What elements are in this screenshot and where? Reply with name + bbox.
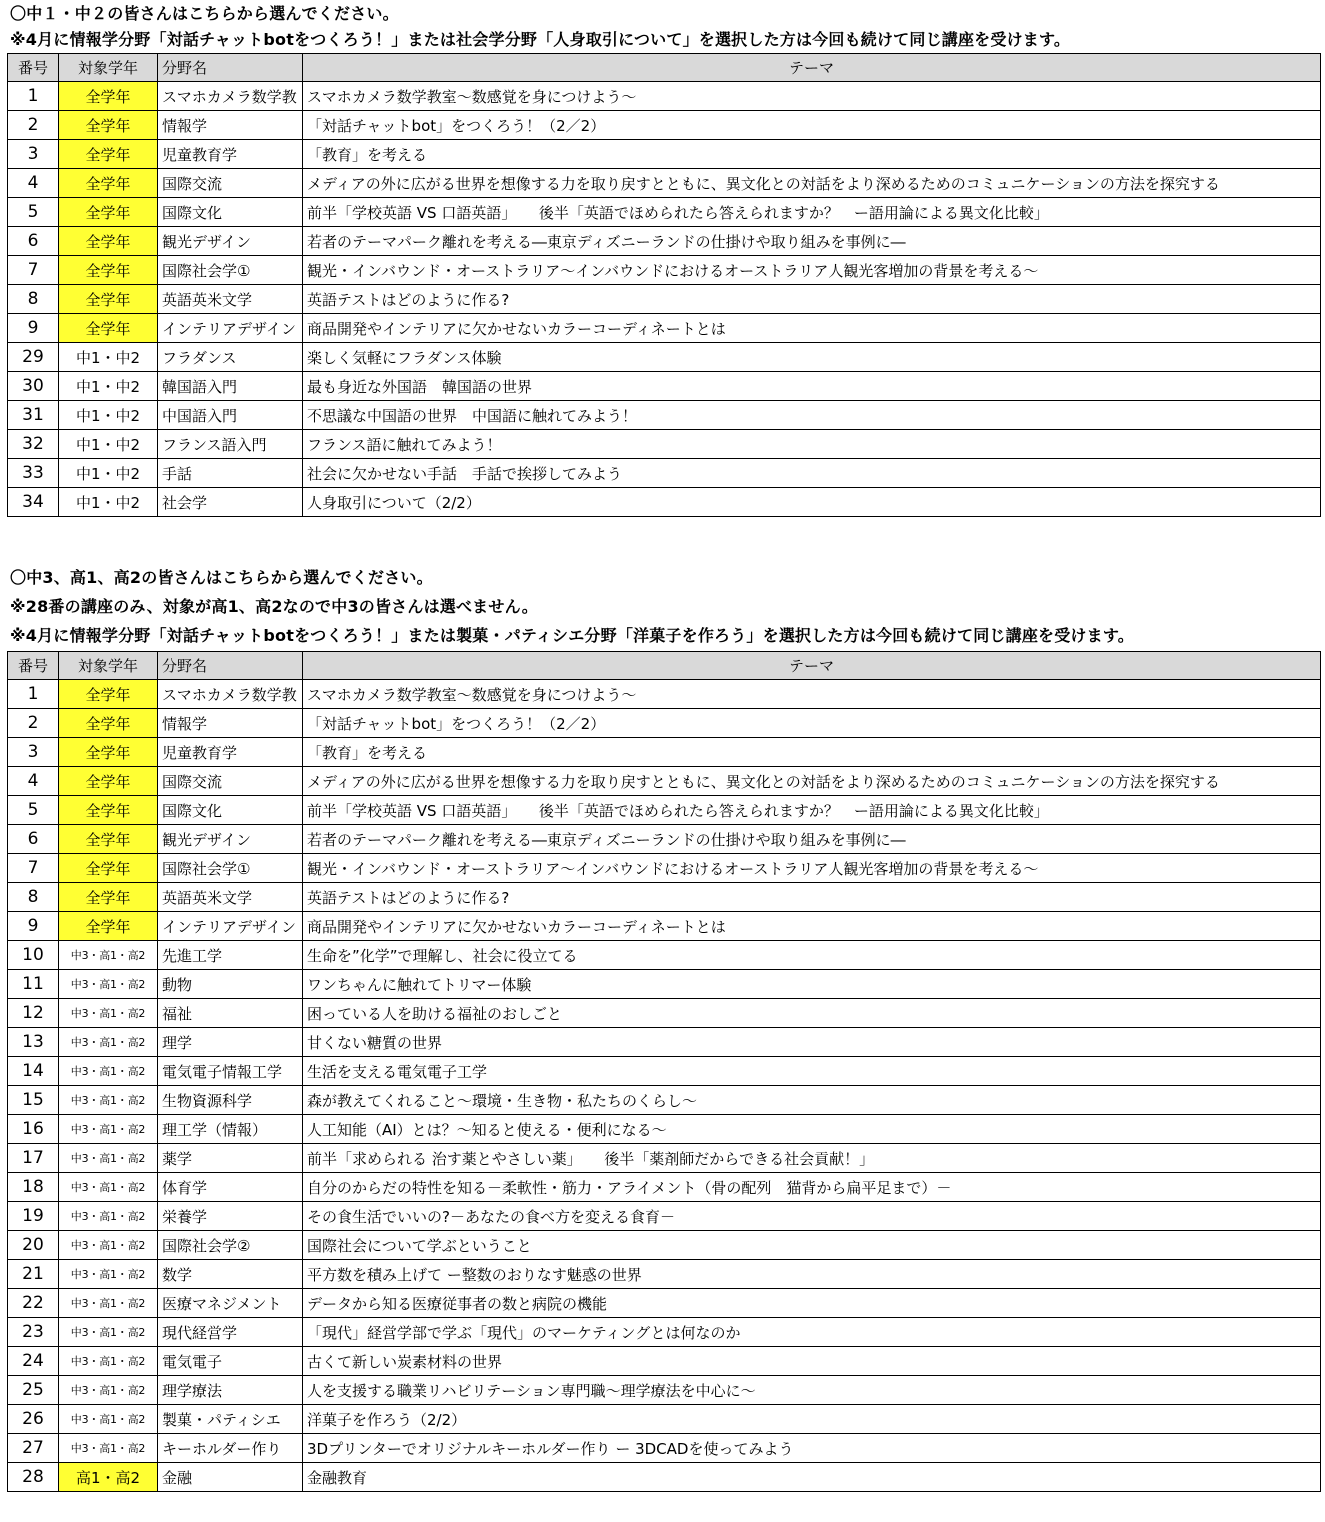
course-field: 金融 — [158, 1463, 303, 1492]
course-grade: 全学年 — [59, 767, 158, 796]
header-number: 番号 — [8, 54, 59, 82]
course-grade: 全学年 — [59, 883, 158, 912]
course-grade: 全学年 — [59, 314, 158, 343]
course-grade: 全学年 — [59, 738, 158, 767]
course-theme: スマホカメラ数学教室～数感覚を身につけよう～ — [303, 680, 1321, 709]
course-field: 国際交流 — [158, 767, 303, 796]
course-theme: 観光・インバウンド・オーストラリア～インバウンドにおけるオーストラリア人観光客増加の背景を考える～ — [303, 854, 1321, 883]
table-row — [8, 1028, 1321, 1057]
course-grade: 全学年 — [59, 169, 158, 198]
table-row — [8, 1376, 1321, 1405]
table-row — [8, 1347, 1321, 1376]
course-number: 3 — [8, 738, 59, 767]
table-row — [8, 1115, 1321, 1144]
table-row — [8, 1463, 1321, 1492]
course-theme: 生活を支える電気電子工学 — [303, 1057, 1321, 1086]
table-row — [8, 999, 1321, 1028]
course-number: 12 — [8, 999, 59, 1028]
course-theme: 森が教えてくれること～環境・生き物・私たちのくらし～ — [303, 1086, 1321, 1115]
table-row — [8, 796, 1321, 825]
course-field: 現代経営学 — [158, 1318, 303, 1347]
course-grade: 全学年 — [59, 198, 158, 227]
table-row — [8, 285, 1321, 314]
course-theme: 英語テストはどのように作る? — [303, 883, 1321, 912]
course-number: 13 — [8, 1028, 59, 1057]
table-row — [8, 111, 1321, 140]
course-field: 国際社会学② — [158, 1231, 303, 1260]
table-row — [8, 372, 1321, 401]
header-grade: 対象学年 — [59, 54, 158, 82]
course-field: 薬学 — [158, 1144, 303, 1173]
course-field: インテリアデザイン — [158, 912, 303, 941]
course-grade: 全学年 — [59, 285, 158, 314]
course-number: 8 — [8, 285, 59, 314]
course-field: 国際社会学① — [158, 854, 303, 883]
course-theme: 生命を”化学”で理解し、社会に役立てる — [303, 941, 1321, 970]
course-theme: 社会に欠かせない手話 手話で挨拶してみよう — [303, 459, 1321, 488]
course-field: 理工学（情報） — [158, 1115, 303, 1144]
course-number: 5 — [8, 796, 59, 825]
course-theme: ワンちゃんに触れてトリマー体験 — [303, 970, 1321, 999]
course-grade: 中3・高1・高2 — [59, 1347, 158, 1376]
course-number: 19 — [8, 1202, 59, 1231]
table-row — [8, 314, 1321, 343]
table-row — [8, 1202, 1321, 1231]
table-row — [8, 140, 1321, 169]
course-field: 理学 — [158, 1028, 303, 1057]
table-row — [8, 488, 1321, 517]
course-grade: 中3・高1・高2 — [59, 1260, 158, 1289]
course-number: 5 — [8, 198, 59, 227]
course-field: インテリアデザイン — [158, 314, 303, 343]
course-field: 情報学 — [158, 709, 303, 738]
header-theme: テーマ — [303, 54, 1321, 82]
course-grade: 中3・高1・高2 — [59, 1405, 158, 1434]
course-field: 韓国語入門 — [158, 372, 303, 401]
course-theme: 平方数を積み上げて ー整数のおりなす魅惑の世界 — [303, 1260, 1321, 1289]
course-field: 社会学 — [158, 488, 303, 517]
table-row — [8, 680, 1321, 709]
course-number: 3 — [8, 140, 59, 169]
course-grade: 中3・高1・高2 — [59, 941, 158, 970]
course-theme: 「対話チャットbot」をつくろう！（2／2） — [303, 111, 1321, 140]
table-row — [8, 343, 1321, 372]
course-theme: 前半「学校英語 VS 口語英語」 後半「英語でほめられたら答えられますか？ ー語用論による異文化比較」 — [303, 796, 1321, 825]
course-theme: フランス語に触れてみよう！ — [303, 430, 1321, 459]
course-field: 製菓・パティシエ — [158, 1405, 303, 1434]
course-number: 4 — [8, 169, 59, 198]
course-field: 中国語入門 — [158, 401, 303, 430]
course-grade: 中3・高1・高2 — [59, 1173, 158, 1202]
course-theme: メディアの外に広がる世界を想像する力を取り戻すとともに、異文化との対話をより深めるためのコミュニケーションの方法を探究する — [303, 169, 1321, 198]
course-grade: 全学年 — [59, 680, 158, 709]
course-grade: 全学年 — [59, 82, 158, 111]
course-theme: 商品開発やインテリアに欠かせないカラーコーディネートとは — [303, 912, 1321, 941]
course-number: 27 — [8, 1434, 59, 1463]
table-row — [8, 1231, 1321, 1260]
section-note: ※28番の講座のみ、対象が高1、高2なので中3の皆さんは選べません。 — [10, 597, 538, 616]
table-row — [8, 941, 1321, 970]
course-grade: 全学年 — [59, 227, 158, 256]
course-field: 英語英米文学 — [158, 285, 303, 314]
table-row — [8, 82, 1321, 111]
course-field: 観光デザイン — [158, 825, 303, 854]
course-field: 手話 — [158, 459, 303, 488]
course-field: キーホルダー作り — [158, 1434, 303, 1463]
course-table — [7, 53, 1321, 517]
header-grade: 対象学年 — [59, 652, 158, 680]
course-theme: 金融教育 — [303, 1463, 1321, 1492]
course-number: 8 — [8, 883, 59, 912]
table-row — [8, 198, 1321, 227]
course-theme: 「対話チャットbot」をつくろう！（2／2） — [303, 709, 1321, 738]
course-grade: 全学年 — [59, 140, 158, 169]
course-number: 32 — [8, 430, 59, 459]
course-grade: 中3・高1・高2 — [59, 1376, 158, 1405]
course-theme: 3Dプリンターでオリジナルキーホルダー作り ー 3DCADを使ってみよう — [303, 1434, 1321, 1463]
course-grade: 中3・高1・高2 — [59, 970, 158, 999]
course-grade: 中3・高1・高2 — [59, 1318, 158, 1347]
course-number: 1 — [8, 680, 59, 709]
course-theme: 前半「学校英語 VS 口語英語」 後半「英語でほめられたら答えられますか？ ー語用論による異文化比較」 — [303, 198, 1321, 227]
table-row — [8, 1144, 1321, 1173]
section-note: 〇中3、高1、高2の皆さんはこちらから選んでください。 — [10, 568, 433, 587]
table-row — [8, 1260, 1321, 1289]
table-row — [8, 767, 1321, 796]
course-theme: 困っている人を助ける福祉のおしごと — [303, 999, 1321, 1028]
course-theme: 自分のからだの特性を知る－柔軟性・筋力・アライメント（骨の配列 猫背から扁平足まで）－ — [303, 1173, 1321, 1202]
table-row — [8, 1289, 1321, 1318]
course-theme: 甘くない糖質の世界 — [303, 1028, 1321, 1057]
header-field: 分野名 — [158, 54, 303, 82]
course-field: 生物資源科学 — [158, 1086, 303, 1115]
table-row — [8, 883, 1321, 912]
table-row — [8, 227, 1321, 256]
section-note: 〇中１・中２の皆さんはこちらから選んでください。 — [10, 4, 399, 23]
course-field: 国際文化 — [158, 198, 303, 227]
course-theme: 不思議な中国語の世界 中国語に触れてみよう！ — [303, 401, 1321, 430]
table-row — [8, 738, 1321, 767]
course-number: 17 — [8, 1144, 59, 1173]
course-number: 1 — [8, 82, 59, 111]
course-field: 先進工学 — [158, 941, 303, 970]
course-number: 6 — [8, 825, 59, 854]
section-note: ※4月に情報学分野「対話チャットbotをつくろう！」または社会学分野「人身取引について」を選択した方は今回も続けて同じ講座を受けます。 — [10, 30, 1071, 49]
course-theme: 前半「求められる 治す薬とやさしい薬」 後半「薬剤師だからできる社会貢献！」 — [303, 1144, 1321, 1173]
course-number: 31 — [8, 401, 59, 430]
course-field: 電気電子 — [158, 1347, 303, 1376]
course-grade: 中3・高1・高2 — [59, 1115, 158, 1144]
course-grade: 全学年 — [59, 256, 158, 285]
course-grade: 中1・中2 — [59, 372, 158, 401]
course-theme: データから知る医療従事者の数と病院の機能 — [303, 1289, 1321, 1318]
table-header-row — [8, 54, 1321, 82]
course-theme: 商品開発やインテリアに欠かせないカラーコーディネートとは — [303, 314, 1321, 343]
course-number: 33 — [8, 459, 59, 488]
table-row — [8, 825, 1321, 854]
course-field: フラダンス — [158, 343, 303, 372]
table-row — [8, 970, 1321, 999]
table-row — [8, 1405, 1321, 1434]
course-number: 16 — [8, 1115, 59, 1144]
course-number: 34 — [8, 488, 59, 517]
course-number: 6 — [8, 227, 59, 256]
course-field: 情報学 — [158, 111, 303, 140]
table-row — [8, 1173, 1321, 1202]
course-number: 24 — [8, 1347, 59, 1376]
course-theme: 古くて新しい炭素材料の世界 — [303, 1347, 1321, 1376]
course-number: 2 — [8, 111, 59, 140]
table-row — [8, 459, 1321, 488]
course-field: 栄養学 — [158, 1202, 303, 1231]
course-grade: 中1・中2 — [59, 459, 158, 488]
course-number: 15 — [8, 1086, 59, 1115]
course-number: 9 — [8, 314, 59, 343]
course-grade: 中1・中2 — [59, 430, 158, 459]
course-grade: 中3・高1・高2 — [59, 1144, 158, 1173]
course-grade: 中3・高1・高2 — [59, 1231, 158, 1260]
course-grade: 全学年 — [59, 111, 158, 140]
course-number: 2 — [8, 709, 59, 738]
course-field: 医療マネジメント — [158, 1289, 303, 1318]
course-grade: 中3・高1・高2 — [59, 1057, 158, 1086]
course-field: フランス語入門 — [158, 430, 303, 459]
course-grade: 中3・高1・高2 — [59, 1028, 158, 1057]
course-number: 25 — [8, 1376, 59, 1405]
course-grade: 全学年 — [59, 796, 158, 825]
table-row — [8, 1434, 1321, 1463]
course-number: 21 — [8, 1260, 59, 1289]
course-theme: 人を支援する職業リハビリテーション専門職～理学療法を中心に～ — [303, 1376, 1321, 1405]
course-theme: 最も身近な外国語 韓国語の世界 — [303, 372, 1321, 401]
course-grade: 中3・高1・高2 — [59, 1434, 158, 1463]
table-header-row — [8, 652, 1321, 680]
course-grade: 全学年 — [59, 912, 158, 941]
course-theme: 人身取引について（2/2） — [303, 488, 1321, 517]
course-theme: 若者のテーマパーク離れを考える―東京ディズニーランドの仕掛けや取り組みを事例に― — [303, 825, 1321, 854]
course-theme: 「現代」経営学部で学ぶ「現代」のマーケティングとは何なのか — [303, 1318, 1321, 1347]
course-number: 10 — [8, 941, 59, 970]
course-number: 7 — [8, 854, 59, 883]
course-theme: 人工知能（AI）とは？～知ると使える・便利になる～ — [303, 1115, 1321, 1144]
course-number: 14 — [8, 1057, 59, 1086]
table-row — [8, 169, 1321, 198]
course-number: 29 — [8, 343, 59, 372]
table-row — [8, 1057, 1321, 1086]
course-theme: 楽しく気軽にフラダンス体験 — [303, 343, 1321, 372]
course-number: 11 — [8, 970, 59, 999]
course-theme: 洋菓子を作ろう（2/2） — [303, 1405, 1321, 1434]
course-theme: メディアの外に広がる世界を想像する力を取り戻すとともに、異文化との対話をより深めるためのコミュニケーションの方法を探究する — [303, 767, 1321, 796]
course-theme: その食生活でいいの?－あなたの食べ方を変える食育－ — [303, 1202, 1321, 1231]
course-field: 理学療法 — [158, 1376, 303, 1405]
table-row — [8, 1086, 1321, 1115]
course-field: 国際交流 — [158, 169, 303, 198]
course-theme: スマホカメラ数学教室～数感覚を身につけよう～ — [303, 82, 1321, 111]
course-theme: 観光・インバウンド・オーストラリア～インバウンドにおけるオーストラリア人観光客増加の背景を考える～ — [303, 256, 1321, 285]
course-grade: 全学年 — [59, 709, 158, 738]
course-grade: 中3・高1・高2 — [59, 1086, 158, 1115]
table-row — [8, 401, 1321, 430]
course-grade: 中1・中2 — [59, 401, 158, 430]
table-row — [8, 1318, 1321, 1347]
course-grade: 中3・高1・高2 — [59, 1202, 158, 1231]
section-note: ※4月に情報学分野「対話チャットbotをつくろう！」または製菓・パティシエ分野「洋菓子を作ろう」を選択した方は今回も続けて同じ講座を受けます。 — [10, 626, 1134, 645]
course-field: 福祉 — [158, 999, 303, 1028]
course-theme: 英語テストはどのように作る? — [303, 285, 1321, 314]
course-number: 23 — [8, 1318, 59, 1347]
course-field: 体育学 — [158, 1173, 303, 1202]
course-number: 30 — [8, 372, 59, 401]
course-field: スマホカメラ数学教 — [158, 680, 303, 709]
course-grade: 中1・中2 — [59, 488, 158, 517]
course-number: 26 — [8, 1405, 59, 1434]
course-field: 国際文化 — [158, 796, 303, 825]
course-grade: 中3・高1・高2 — [59, 1289, 158, 1318]
course-field: 国際社会学① — [158, 256, 303, 285]
course-grade: 中1・中2 — [59, 343, 158, 372]
course-field: 児童教育学 — [158, 140, 303, 169]
course-field: 児童教育学 — [158, 738, 303, 767]
course-field: 動物 — [158, 970, 303, 999]
course-number: 7 — [8, 256, 59, 285]
header-theme: テーマ — [303, 652, 1321, 680]
course-grade: 高1・高2 — [59, 1463, 158, 1492]
course-field: 数学 — [158, 1260, 303, 1289]
course-grade: 全学年 — [59, 854, 158, 883]
course-field: スマホカメラ数学教 — [158, 82, 303, 111]
table-row — [8, 854, 1321, 883]
course-table — [7, 651, 1321, 1492]
course-number: 22 — [8, 1289, 59, 1318]
header-number: 番号 — [8, 652, 59, 680]
course-field: 英語英米文学 — [158, 883, 303, 912]
course-number: 18 — [8, 1173, 59, 1202]
course-theme: 若者のテーマパーク離れを考える―東京ディズニーランドの仕掛けや取り組みを事例に― — [303, 227, 1321, 256]
table-row — [8, 256, 1321, 285]
table-row — [8, 709, 1321, 738]
course-theme: 「教育」を考える — [303, 140, 1321, 169]
course-number: 9 — [8, 912, 59, 941]
table-row — [8, 430, 1321, 459]
course-grade: 中3・高1・高2 — [59, 999, 158, 1028]
course-number: 4 — [8, 767, 59, 796]
table-row — [8, 912, 1321, 941]
course-field: 観光デザイン — [158, 227, 303, 256]
course-field: 電気電子情報工学 — [158, 1057, 303, 1086]
course-number: 28 — [8, 1463, 59, 1492]
course-theme: 国際社会について学ぶということ — [303, 1231, 1321, 1260]
course-grade: 全学年 — [59, 825, 158, 854]
header-field: 分野名 — [158, 652, 303, 680]
course-number: 20 — [8, 1231, 59, 1260]
course-theme: 「教育」を考える — [303, 738, 1321, 767]
